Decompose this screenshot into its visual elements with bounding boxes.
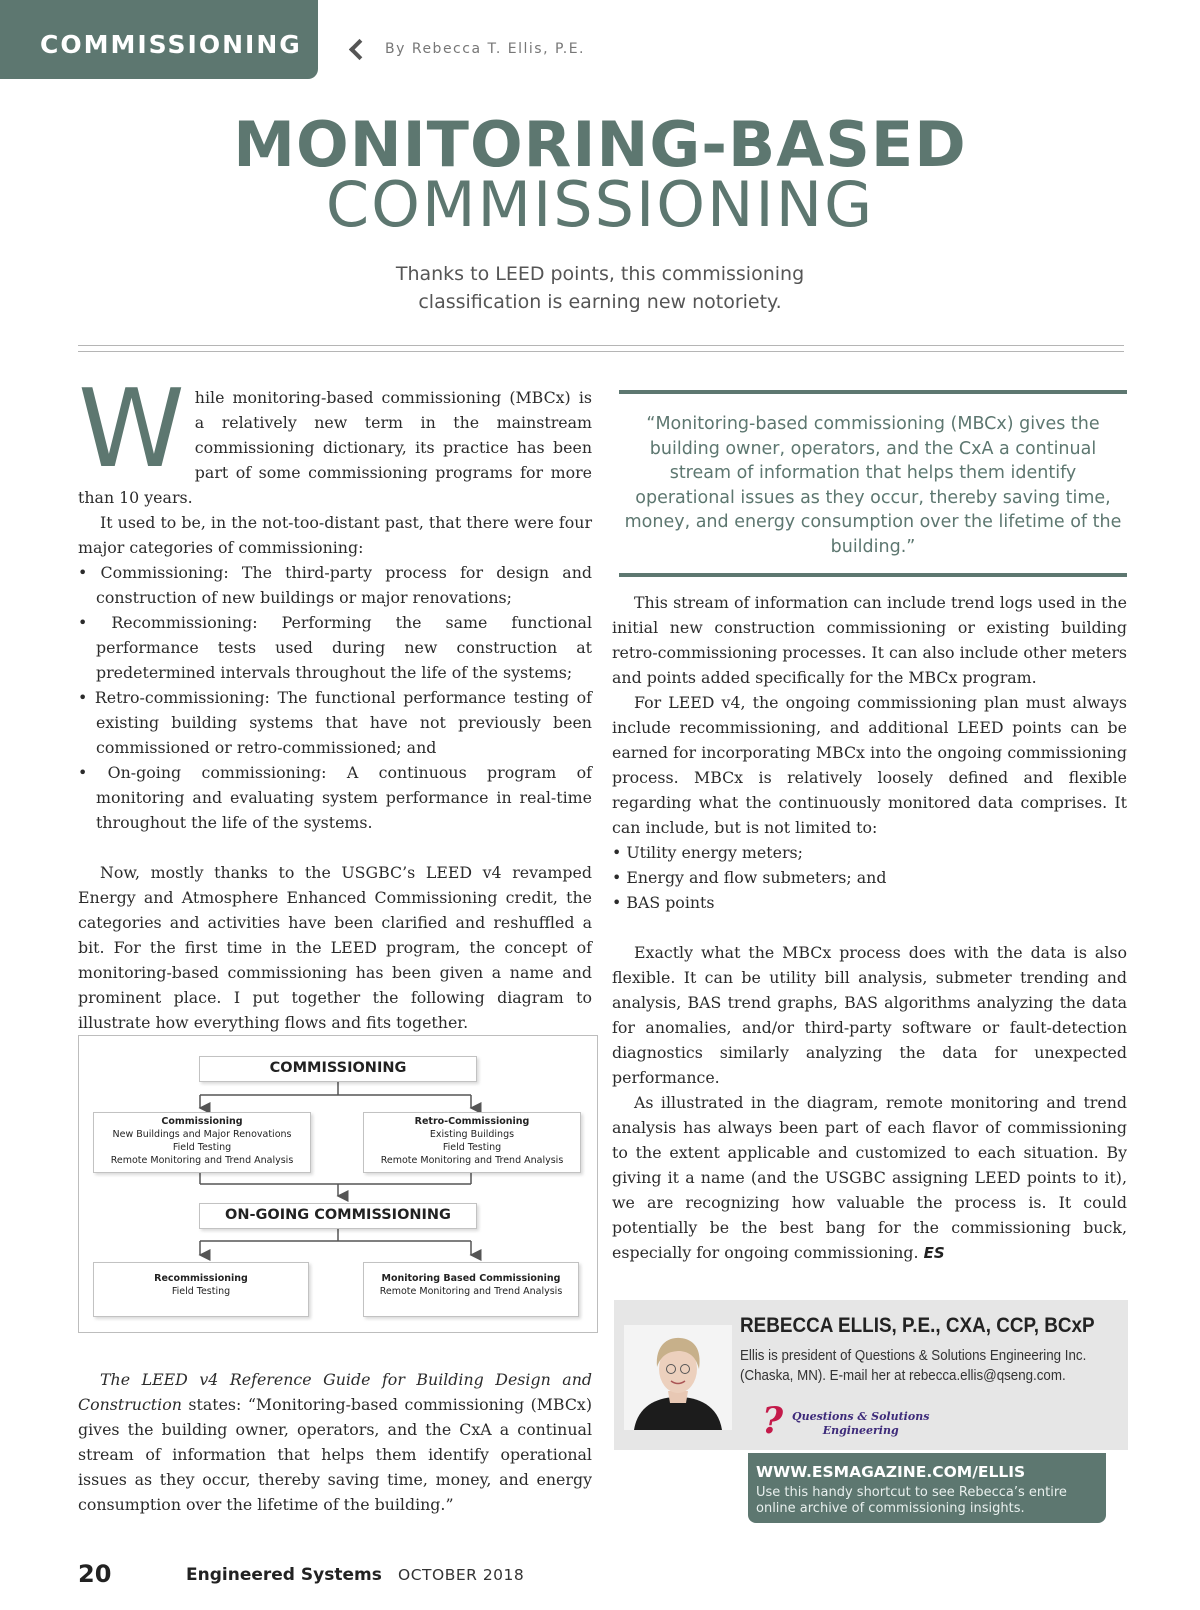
diagram-box-retro-commissioning <box>363 1112 581 1173</box>
bullet-item: • Energy and flow submeters; and <box>612 868 887 887</box>
box-line: Remote Monitoring and Trend Analysis <box>379 1286 563 1297</box>
web-shortcut-url[interactable]: WWW.ESMAGAZINE.COM/ELLIS <box>756 1463 1026 1481</box>
deck <box>0 260 1200 316</box>
bullet-item: • Commissioning: The third-party process for design and construction of new buildings or major renovations; <box>78 563 592 607</box>
caption-book-title: The LEED v4 Reference Guide for Building Design and Construction <box>78 1370 592 1414</box>
author-photo <box>624 1325 732 1430</box>
diagram-caption <box>78 1367 592 1517</box>
diagram-box-mbcx <box>363 1262 579 1317</box>
paragraph: For LEED v4, the ongoing commissioning plan must always include recommissioning, and additional LEED points can be earned for incorporating MBCx into the ongoing commissioning process. MBCx is relatively loosely defined and flexible regarding what the continuously monitored data comprises. It can include, but is not limited to: <box>612 693 1127 837</box>
section-tab <box>0 0 318 79</box>
box-title: Recommissioning <box>154 1273 248 1284</box>
section-label: COMMISSIONING <box>40 30 302 59</box>
logo-line: Engineering <box>822 1424 899 1437</box>
bullet-item: • Retro-commissioning: The functional performance testing of existing building systems that have not previously been commissioned or retro-commissioned; and <box>78 688 592 757</box>
box-line: Remote Monitoring and Trend Analysis <box>380 1155 564 1166</box>
divider-rule <box>78 345 1124 346</box>
deck-line2: classification is earning new notoriety. <box>418 291 782 313</box>
left-column <box>78 367 592 1035</box>
logo-line: Questions & Solutions <box>792 1410 930 1423</box>
box-line: New Buildings and Major Renovations <box>112 1129 292 1140</box>
commissioning-diagram <box>78 1035 598 1333</box>
drop-cap: W <box>78 367 185 492</box>
deck-line1: Thanks to LEED points, this commissioning <box>395 263 805 285</box>
box-line: Field Testing <box>171 1286 231 1297</box>
box-title: Commissioning <box>161 1116 243 1127</box>
box-line: Field Testing <box>172 1142 232 1153</box>
web-shortcut-text: Use this handy shortcut to see Rebecca’s entire online archive of commissioning insights. <box>756 1485 1067 1516</box>
caption-text: states: “Monitoring-based commissioning (MBCx) gives the building owner, operators, and the CxA a continual stream of information that helps them identify operational issues as they occur, thereby saving time, money, and energy consumption over the lifetime of the building.” <box>78 1395 592 1514</box>
issue-date: OCTOBER 2018 <box>398 1566 525 1584</box>
bullet-item: • BAS points <box>612 893 715 912</box>
bullet-item: • Utility energy meters; <box>612 843 803 862</box>
diagram-box-commissioning: COMMISSIONING <box>199 1056 477 1082</box>
diagram-box-ongoing: ON-GOING COMMISSIONING <box>199 1203 477 1229</box>
divider-rule <box>78 351 1124 352</box>
end-mark: ES <box>923 1244 945 1262</box>
page-number: 20 <box>78 1560 112 1588</box>
paragraph: As illustrated in the diagram, remote monitoring and trend analysis has always been part of each flavor of commissioning to the extent applicable and customized to each situation. By giving it a name (and the USGBC assigning LEED points to it), we are recognizing how valuable the process is. It could potentially be the best bang for the commissioning buck, especially for ongoing commissioning. <box>612 1093 1127 1262</box>
company-logo <box>792 1410 929 1438</box>
pull-quote: “Monitoring-based commissioning (MBCx) gives the building owner, operators, and the CxA a continual stream of information that helps them identify operational issues as they occur, thereby saving time, money, and energy consumption over the lifetime of the building.” <box>619 390 1127 577</box>
bullet-item: • On-going commissioning: A continuous program of monitoring and evaluating system performance in real-time throughout the life of the systems. <box>78 763 592 832</box>
headline-line1: MONITORING-BASED <box>233 108 967 181</box>
box-line: Remote Monitoring and Trend Analysis <box>110 1155 294 1166</box>
magazine-name: Engineered Systems <box>186 1565 382 1585</box>
paragraph: This stream of information can include trend logs used in the initial new construction commissioning or existing building retro-commissioning processes. It can also include other meters and points added specifically for the MBCx program. <box>612 593 1128 687</box>
web-shortcut-box[interactable] <box>748 1453 1106 1523</box>
paragraph: Now, mostly thanks to the USGBC’s LEED v4 revamped Energy and Atmosphere Enhanced Commissioning credit, the categories and activities have been clarified and reshuffled a bit. For the first time in the LEED program, the concept of monitoring-based commissioning has been given a name and prominent place. I put together the following diagram to illustrate how everything flows and fits together. <box>78 863 592 1032</box>
box-line: Field Testing <box>442 1142 502 1153</box>
paragraph: Exactly what the MBCx process does with the data is also flexible. It can be utility bill analysis, submeter trending and analysis, BAS trend graphs, BAS algorithms analyzing the data for anomalies, and/or third-party software or fault-detection diagnostics similarly analyzing the data for unexpected performance. <box>612 943 1127 1087</box>
bullet-item: • Recommissioning: Performing the same functional performance tests used during new construction at predetermined intervals throughout the life of the systems; <box>78 613 592 682</box>
byline-text: By Rebecca T. Ellis, P.E. <box>385 41 585 57</box>
author-name: REBECCA ELLIS, P.E., CXA, CCP, BCxP <box>740 1314 1095 1337</box>
author-box <box>614 1300 1128 1450</box>
diagram-box-new-construction <box>93 1112 311 1173</box>
box-line: Existing Buildings <box>429 1129 515 1140</box>
byline <box>352 41 585 57</box>
intro-paragraph: hile monitoring-based commissioning (MBCx) is a relatively new term in the mainstream commissioning dictionary, its practice has been part of some commissioning programs for more than 10 years. <box>78 388 592 507</box>
chevron-left-icon <box>349 39 370 60</box>
headline-line2: COMMISSIONING <box>325 168 875 241</box>
author-bio: Ellis is president of Questions & Solutions Engineering Inc. (Chaska, MN). E-mail her at rebecca.ellis@qseng.com. <box>740 1348 1087 1384</box>
diagram-box-recommissioning <box>93 1262 309 1317</box>
box-title: Retro-Commissioning <box>414 1116 530 1127</box>
company-logo-mark: ? <box>762 1400 784 1442</box>
right-column <box>612 590 1127 1266</box>
box-title: Monitoring Based Commissioning <box>381 1273 561 1284</box>
paragraph: It used to be, in the not-too-distant past, that there were four major categories of commissioning: <box>78 513 592 557</box>
